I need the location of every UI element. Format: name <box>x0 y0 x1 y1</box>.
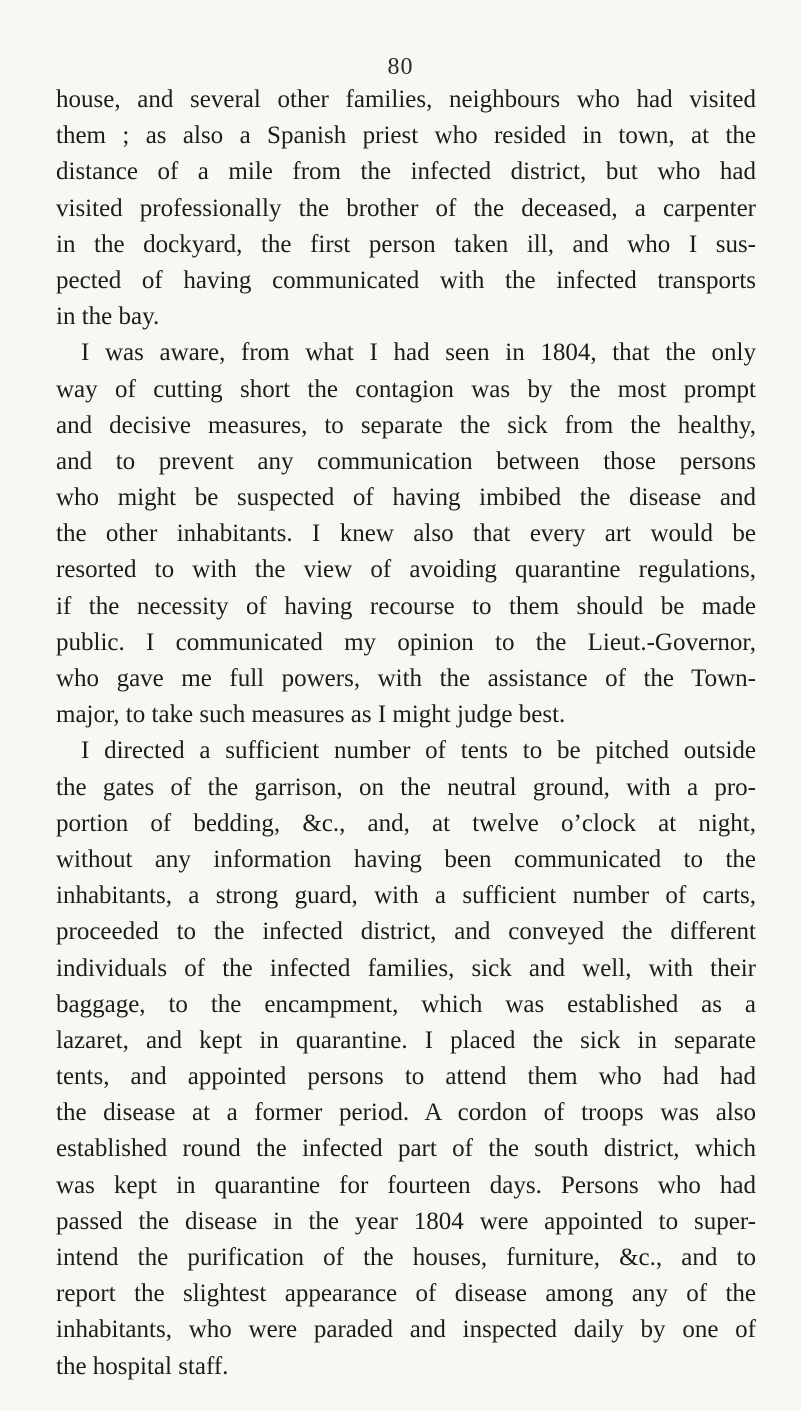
text-line: major, to take such measures as I might judge best. <box>56 701 566 729</box>
text-line: them ; as also a Spanish priest who resided in town, at the <box>56 122 756 150</box>
text-line: in the bay. <box>56 303 160 331</box>
text-line: passed the disease in the year 1804 were appointed to super- <box>56 1207 756 1235</box>
text-line: I was aware, from what I had seen in 1804, that the only <box>81 339 756 367</box>
text-line: established round the infected part of the south district, which <box>56 1135 756 1163</box>
text-line: and decisive measures, to separate the sick from the healthy, <box>56 411 756 439</box>
body-text <box>56 82 756 1385</box>
text-line: and to prevent any communication between those persons <box>56 447 756 475</box>
paragraph <box>56 335 756 733</box>
text-line: lazaret, and kept in quarantine. I placed the sick in separate <box>56 1026 756 1054</box>
text-line: who gave me full powers, with the assistance of the Town- <box>56 665 756 692</box>
text-line: public. I communicated my opinion to the Lieut.-Governor, <box>56 628 756 656</box>
text-line: baggage, to the encampment, which was established as a <box>56 990 756 1018</box>
paragraph <box>56 82 756 335</box>
text-line: way of cutting short the contagion was by the most prompt <box>56 375 756 403</box>
text-line: the gates of the garrison, on the neutral ground, with a pro- <box>56 773 756 801</box>
text-line: inhabitants, a strong guard, with a sufficient number of carts, <box>56 882 756 910</box>
text-line: inhabitants, who were paraded and inspected daily by one of <box>56 1316 756 1344</box>
text-line: I directed a sufficient number of tents to be pitched outside <box>81 737 756 765</box>
text-line: who might be suspected of having imbibed the disease and <box>56 484 756 512</box>
paragraph <box>56 733 756 1384</box>
text-line: the disease at a former period. A cordon of troops was also <box>56 1099 756 1127</box>
text-line: without any information having been communicated to the <box>56 845 756 873</box>
text-line: visited professionally the brother of the deceased, a carpenter <box>56 194 756 222</box>
text-line: tents, and appointed persons to attend them who had had <box>56 1063 756 1091</box>
text-line: proceeded to the infected district, and conveyed the different <box>56 918 756 946</box>
text-line: if the necessity of having recourse to them should be made <box>56 592 756 620</box>
text-line: house, and several other families, neighbours who had visited <box>56 86 756 113</box>
page-number: 80 <box>387 54 414 80</box>
text-line: pected of having communicated with the infected transports <box>56 266 756 294</box>
text-line: resorted to with the view of avoiding quarantine regulations, <box>56 556 756 584</box>
text-line: the hospital staff. <box>56 1352 229 1380</box>
text-line: individuals of the infected families, sick and well, with their <box>56 954 756 982</box>
text-line: intend the purification of the houses, furniture, &c., and to <box>56 1244 756 1271</box>
text-line: report the slightest appearance of disease among any of the <box>56 1280 756 1308</box>
text-line: in the dockyard, the first person taken ill, and who I sus- <box>56 230 756 258</box>
text-line: portion of bedding, &c., and, at twelve o’clock at night, <box>56 809 756 837</box>
text-line: the other inhabitants. I knew also that every art would be <box>56 520 756 548</box>
text-line: was kept in quarantine for fourteen days. Persons who had <box>56 1171 756 1199</box>
text-line: distance of a mile from the infected district, but who had <box>56 158 756 186</box>
